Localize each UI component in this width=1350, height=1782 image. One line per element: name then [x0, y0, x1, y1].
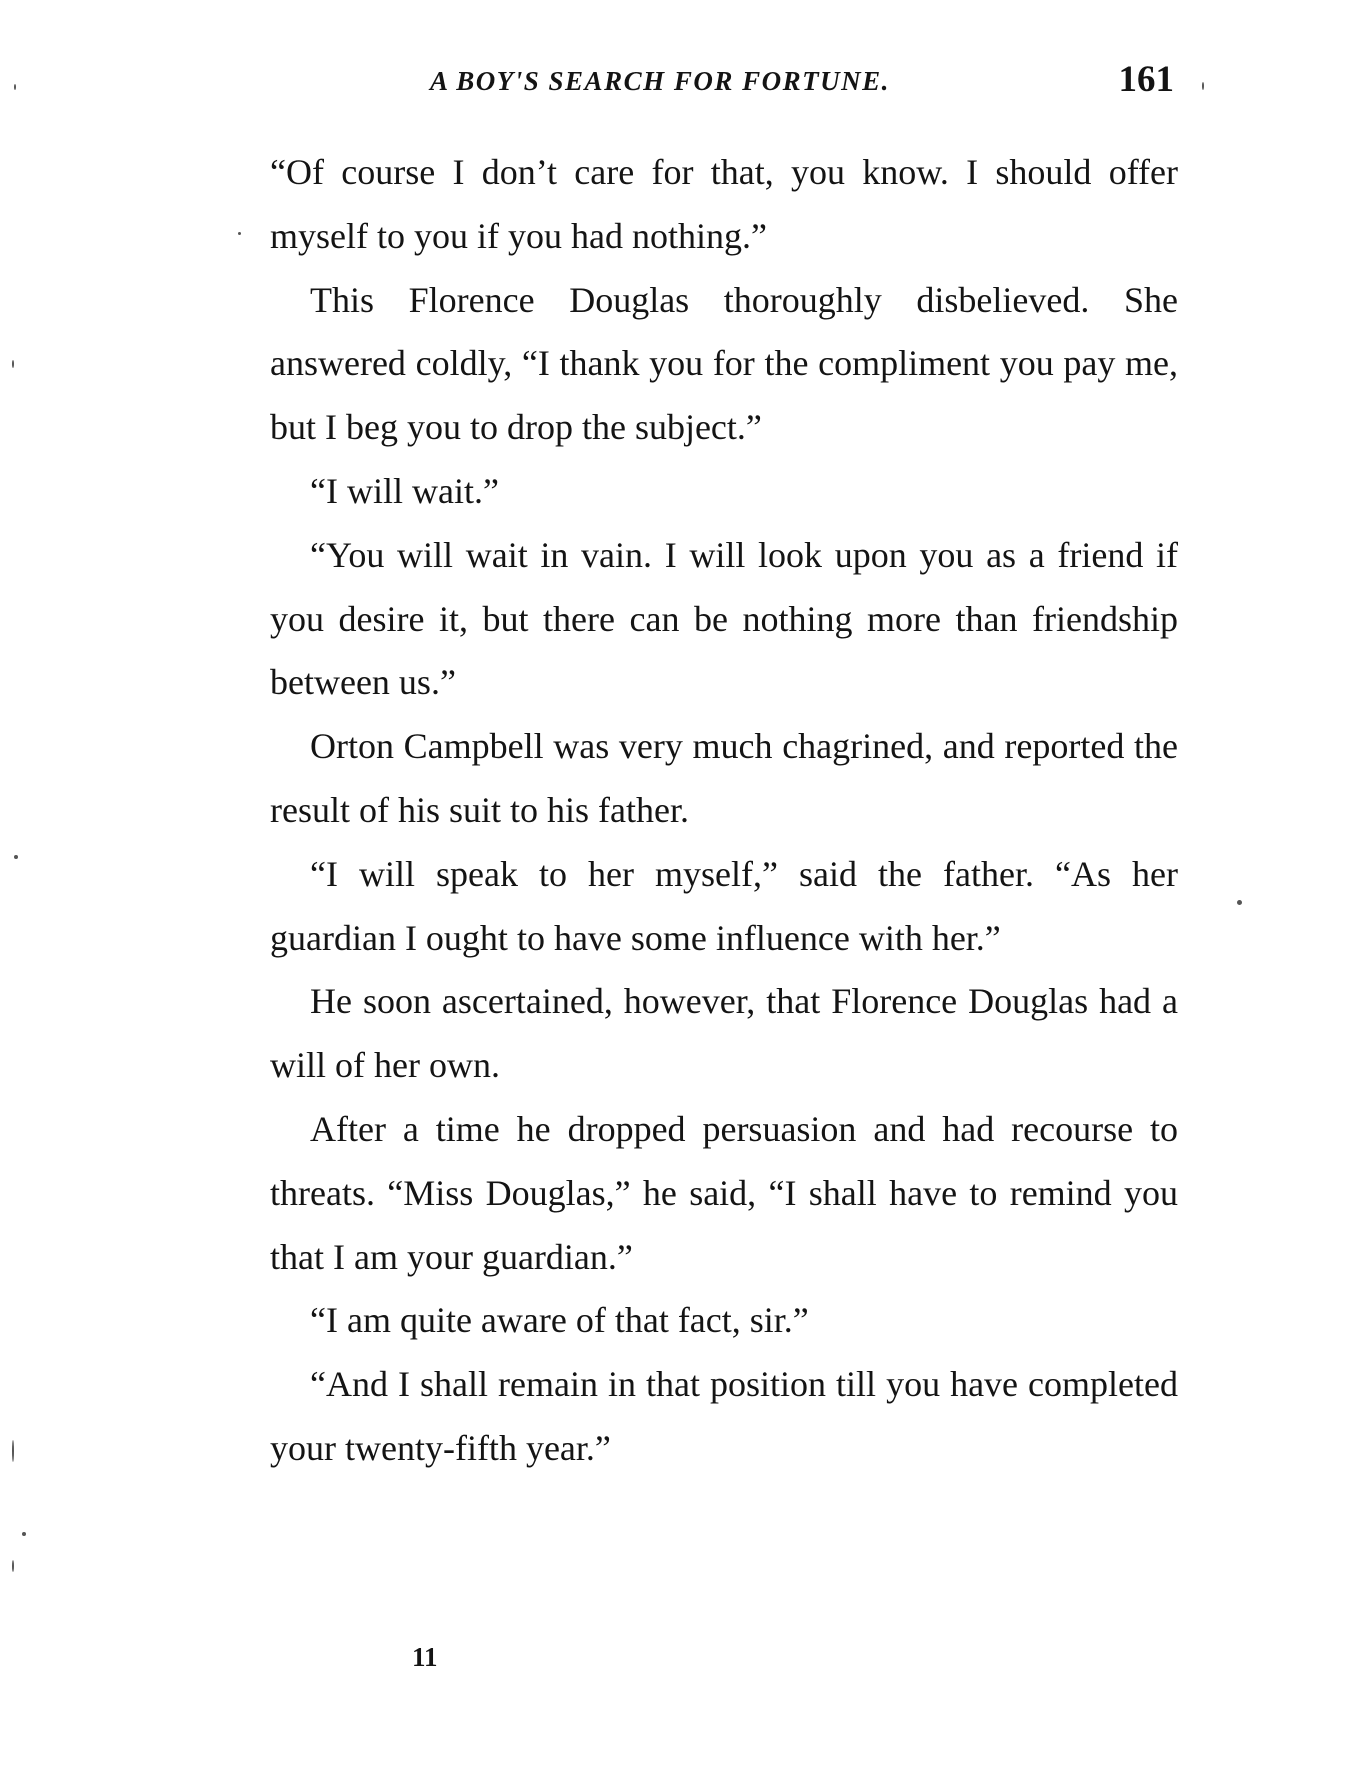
body-text — [270, 141, 1178, 1481]
scan-speck — [14, 84, 16, 90]
signature-mark: 11 — [412, 1642, 438, 1672]
paragraph: He soon ascertained, however, that Florence Douglas had a will of her own. — [270, 981, 1178, 1086]
scan-speck — [22, 1532, 26, 1536]
running-title: A BOY'S SEARCH FOR FORTUNE. — [430, 66, 890, 96]
scan-speck — [238, 232, 241, 235]
paragraph: “You will wait in vain. I will look upon you as a friend if you desire it, but there can be nothing more than friendship between us.” — [270, 534, 1178, 703]
scan-speck — [1202, 82, 1204, 90]
paragraph: “I am quite aware of that fact, sir.” — [310, 1300, 809, 1341]
paragraph: After a time he dropped persuasion and had recourse to threats. “Miss Douglas,” he said, “I shall have to remind you that I am your guardian.” — [270, 1108, 1178, 1277]
paragraph: “Of course I don’t care for that, you know. I should offer myself to you if you had nothing.” — [270, 152, 1178, 256]
paragraph: Orton Campbell was very much chagrined, and reported the result of his suit to his father. — [270, 726, 1178, 830]
paragraph: This Florence Douglas thoroughly disbelieved. She answered coldly, “I thank you for the compliment you pay me, but I beg you to drop the subject.” — [270, 279, 1178, 448]
scan-speck — [14, 855, 18, 859]
paragraph: “And I shall remain in that position till you have completed your twenty-fifth year.” — [270, 1364, 1178, 1468]
scan-speck — [12, 360, 14, 368]
page-number: 161 — [1118, 59, 1174, 100]
running-head — [270, 58, 1210, 108]
scan-speck — [12, 1560, 14, 1572]
paragraph: “I will speak to her myself,” said the father. “As her guardian I ought to have some influence with her.” — [270, 853, 1178, 958]
scan-speck — [12, 1440, 14, 1462]
scan-speck — [1237, 900, 1242, 905]
paragraph: “I will wait.” — [310, 470, 499, 511]
